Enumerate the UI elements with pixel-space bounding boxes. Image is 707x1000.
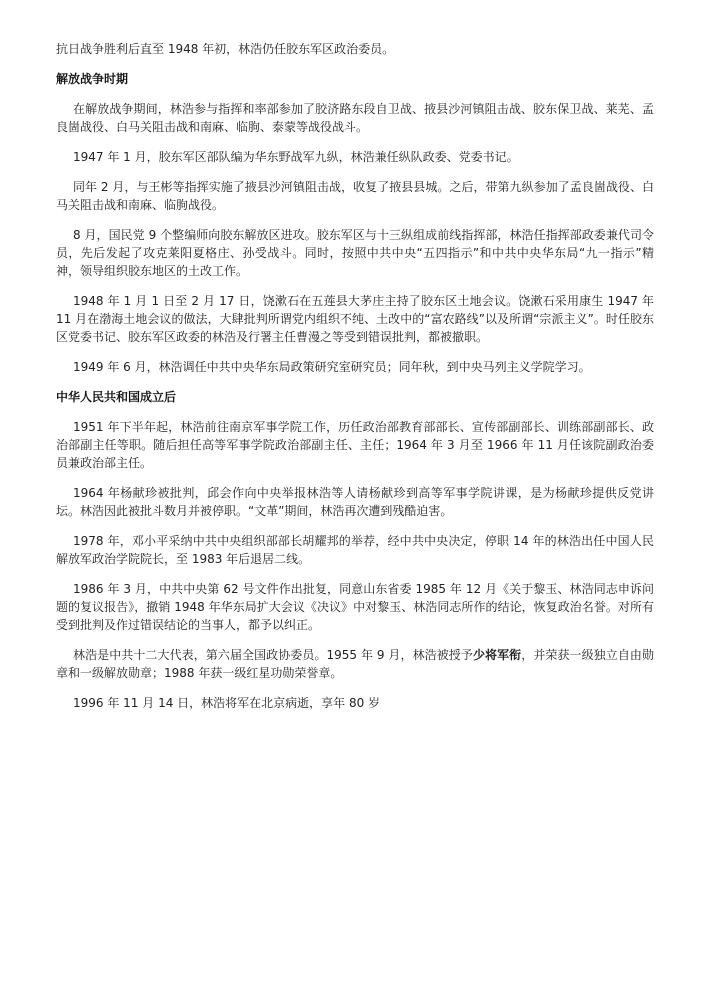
rank-major-general: 少将军衔 xyxy=(472,648,522,662)
paragraph-august-offensive: 8 月，国民党 9 个整编师向胶东解放区进攻。胶东军区与十三纵组成前线指挥部，林浩任指挥部政委兼代司令员，先后发起了攻克莱阳夏格庄、孙受战斗。同时，按照中共中央“五四指示”和中共中央华东局“九一指示”精神，领导组织胶东地区的土改工作。 xyxy=(56,228,654,278)
article-body xyxy=(56,40,654,724)
honors-text-start: 林浩是中共十二大代表，第六届全国政协委员。1955 年 9 月，林浩被授予 xyxy=(73,648,473,662)
paragraph-1986-rehabilitation: 1986 年 3 月，中共中央第 62 号文件作出批复，同意山东省委 1985 年 12 月《关于黎玉、林浩同志申诉问题的复议报告》，撤销 1948 年华东局扩大会议《决议》中对黎玉、林浩同志所作的结论，恢复政治名誉。对所有受到批判及作过错误结论的当事人，都予以纠正。 xyxy=(56,582,654,632)
paragraph-liberation-campaigns: 在解放战争期间，林浩参与指挥和率部参加了胶济路东段自卫战、掖县沙河镇阻击战、胶东保卫战、莱芜、孟良崮战役、白马关阻击战和南麻、临朐、泰蒙等战役战斗。 xyxy=(56,102,654,134)
paragraph-1947-february: 同年 2 月，与王彬等指挥实施了掖县沙河镇阻击战，收复了掖县县城。之后，带第九纵参加了孟良崮战役、白马关阻击战和南麻、临朐战役。 xyxy=(56,180,654,212)
section-heading-liberation-war: 解放战争时期 xyxy=(56,72,129,86)
paragraph-honors xyxy=(56,646,654,682)
paragraph-death: 1996 年 11 月 14 日，林浩将军在北京病逝，享年 80 岁 xyxy=(73,696,381,710)
paragraph-1947-january: 1947 年 1 月，胶东军区部队编为华东野战军九纵，林浩兼任纵队政委、党委书记。 xyxy=(73,150,519,164)
paragraph-1951-military-academy: 1951 年下半年起，林浩前往南京军事学院工作，历任政治部教育部部长、宣传部副部长、训练部副部长、政治部副主任等职。随后担任高等军事学院政治部副主任、主任；1964 年 3 月至 1966 年 11 月任该院副政治委员兼政治部主任。 xyxy=(56,420,654,470)
honors-text-end: ，并荣获一级独立自由勋章和一级解放勋章；1988 年获一级红星功勋荣誉章。 xyxy=(56,648,654,680)
paragraph-1978-appointment: 1978 年，邓小平采纳中共中央组织部部长胡耀邦的举荐，经中共中央决定，停职 14 年的林浩出任中国人民解放军政治学院院长，至 1983 年后退居二线。 xyxy=(56,534,654,566)
section-heading-prc-founding: 中华人民共和国成立后 xyxy=(56,390,177,404)
paragraph-1964-criticism: 1964 年杨献珍被批判，邱会作向中央举报林浩等人请杨献珍到高等军事学院讲课，是为杨献珍提供反党讲坛。林浩因此被批斗数月并被停职。“文革”期间，林浩再次遭到残酷迫害。 xyxy=(56,486,654,518)
paragraph-1949-june: 1949 年 6 月，林浩调任中共中央华东局政策研究室研究员；同年秋，到中央马列主义学院学习。 xyxy=(73,360,591,374)
paragraph-1948-land-conference: 1948 年 1 月 1 日至 2 月 17 日，饶漱石在五莲县大茅庄主持了胶东区土地会议。饶漱石采用康生 1947 年 11 月在渤海土地会议的做法，大肆批判所谓党内组织不纯、土改中的“富农路线”以及所谓“宗派主义”。时任胶东区党委书记、胶东军区政委的林浩及行署主任曹漫之等受到错误批判，都被撤职。 xyxy=(56,294,654,344)
paragraph-postwar: 抗日战争胜利后直至 1948 年初，林浩仍任胶东军区政治委员。 xyxy=(56,42,395,56)
